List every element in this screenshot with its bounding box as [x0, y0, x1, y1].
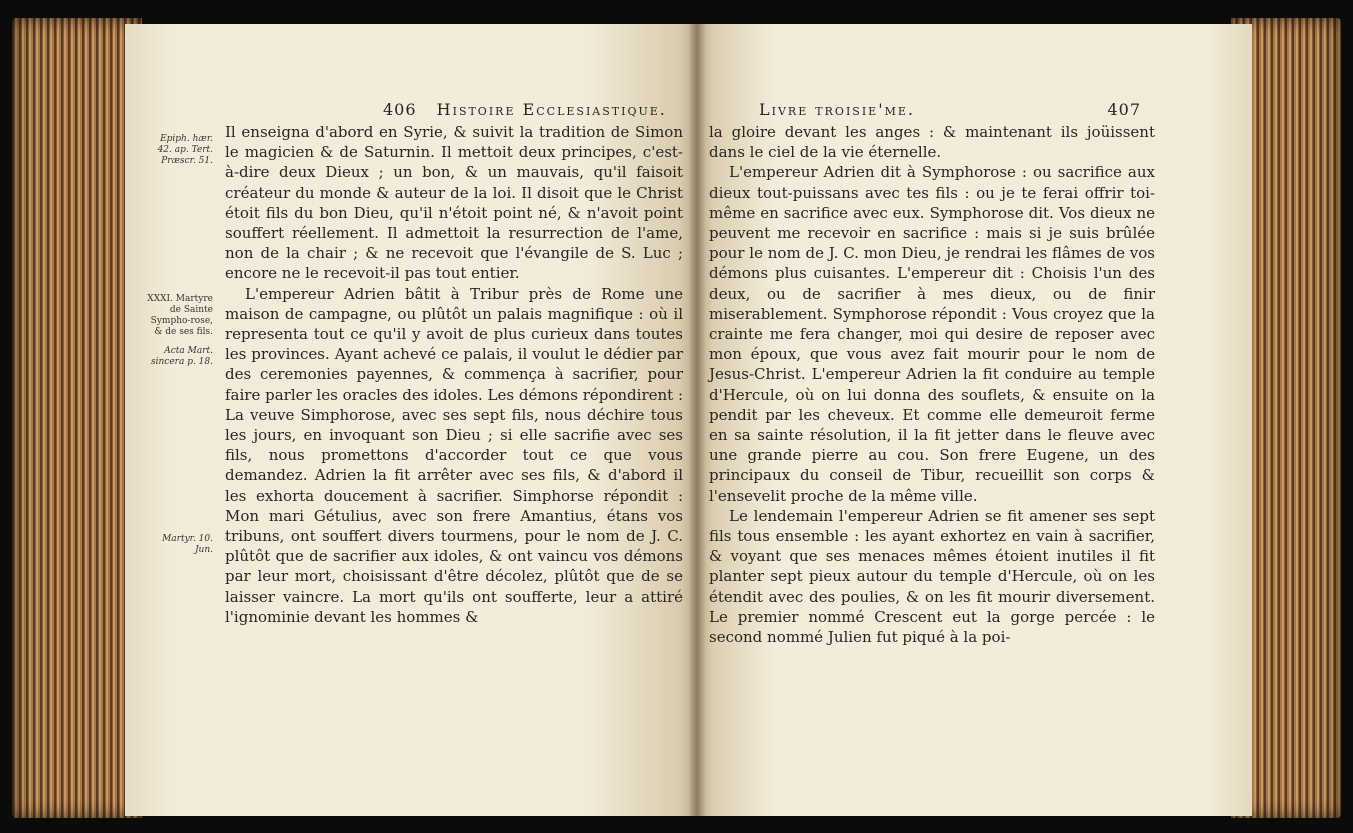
- margin-note-acta: Acta Mart. sincera p. 18.: [151, 346, 213, 367]
- right-running-title: Livre troisie'me.: [759, 100, 915, 119]
- right-paragraph-1: la gloire devant les anges : & maintenant ils joüissent dans le ciel de la vie éternelle.: [709, 123, 1155, 162]
- book-edge-left: [12, 18, 142, 818]
- right-body-text: [709, 122, 1155, 647]
- right-page-number: 407: [1107, 100, 1141, 119]
- margin-note-epiph: Epiph. hær. 42. ap. Tert. Præscr. 51.: [157, 134, 213, 166]
- left-running-header: [383, 100, 667, 124]
- margin-note-martyr: Martyr. 10. Jun.: [162, 534, 213, 555]
- left-body-text: [225, 122, 683, 627]
- left-page: [125, 24, 697, 816]
- right-page: [697, 24, 1252, 816]
- margin-note-chapter: XXXI. Martyre de Sainte Sympho-rose, & de ses fils.: [147, 294, 213, 337]
- left-running-title: Histoire Ecclesiastique.: [436, 100, 667, 119]
- book-gutter: [688, 24, 706, 816]
- right-running-header: [759, 100, 1141, 124]
- right-paragraph-3: Le lendemain l'empereur Adrien se fit amener ses sept fils tous ensemble : les ayant exhortez en vain à sacrifier, & voyant que ses menaces mêmes étoient inutiles il fit planter sept pieux autour du temple d'Hercule, où on les étendit avec des poulies, & on les fit mourir diversement. Le premier nommé Crescent eut la gorge percée : le second nommé Julien fut piqué à la poi-: [709, 506, 1155, 647]
- right-paragraph-2: L'empereur Adrien dit à Symphorose : ou sacrifice aux dieux tout-puissans avec tes fils : ou je te ferai offrir toi-même en sacrifice avec eux. Symphorose dit. Vos dieux ne peuvent me recevoir en sacrifice : mais si je suis brûlée pour le nom de J. C. mon Dieu, je rendrai les flâmes de vos démons plus cuisantes. L'empereur dit : Choisis l'un des deux, ou de sacrifier à mes dieux, ou de finir miserablement. Symphorose répondit : Vous croyez que la crainte me fera changer, moi qui desire de reposer avec mon époux, que vous avez fait mourir pour le nom de Jesus-Christ. L'empereur Adrien la fit conduire au temple d'Hercule, où on lui donna des souflets, & ensuite on la pendit par les cheveux. Et comme elle demeuroit ferme en sa sainte résolution, il la fit jetter dans le fleuve avec une grande pierre au cou. Son frere Eugene, un des principaux du conseil de Tibur, recueillit son corps & l'ensevelit proche de la même ville.: [709, 163, 1155, 505]
- left-page-number: 406: [383, 100, 417, 119]
- left-paragraph-1: Il enseigna d'abord en Syrie, & suivit la tradition de Simon le magicien & de Saturnin. Il mettoit deux principes, c'est-à-dire deux Dieux ; un bon, & un mauvais, qu'il faisoit créateur du monde & auteur de la loi. Il disoit que le Christ étoit fils du bon Dieu, qu'il n'étoit point né, & n'avoit point souffert réellement. Il admettoit la resurrection de l'ame, non de la chair ; & ne recevoit que l'évangile de S. Luc ; encore ne le recevoit-il pas tout entier.: [225, 123, 683, 283]
- left-paragraph-2: L'empereur Adrien bâtit à Tribur près de Rome une maison de campagne, ou plûtôt un palais magnifique : où il representa tout ce qu'il y avoit de plus curieux dans toutes les provinces. Ayant achevé ce palais, il voulut le dédier par des ceremonies payennes, & commença à sacrifier, pour faire parler les oracles des idoles. Les démons répondirent : La veuve Simphorose, avec ses sept fils, nous déchire tous les jours, en invoquant son Dieu ; si elle sacrifie avec ses fils, nous promettons d'accorder tout ce que vous demandez. Adrien la fit arrêter avec ses fils, & d'abord il les exhorta doucement à sacrifier. Simphorse répondit : Mon mari Gétulius, avec son frere Amantius, étans vos tribuns, ont souffert divers tourmens, pour le nom de J. C. plûtôt que de sacrifier aux idoles, & ont vaincu vos démons par leur mort, choisissant d'être décolez, plûtôt que de se laisser vaincre. La mort qu'ils ont soufferte, leur a attiré l'ignominie devant les hommes &: [225, 284, 684, 626]
